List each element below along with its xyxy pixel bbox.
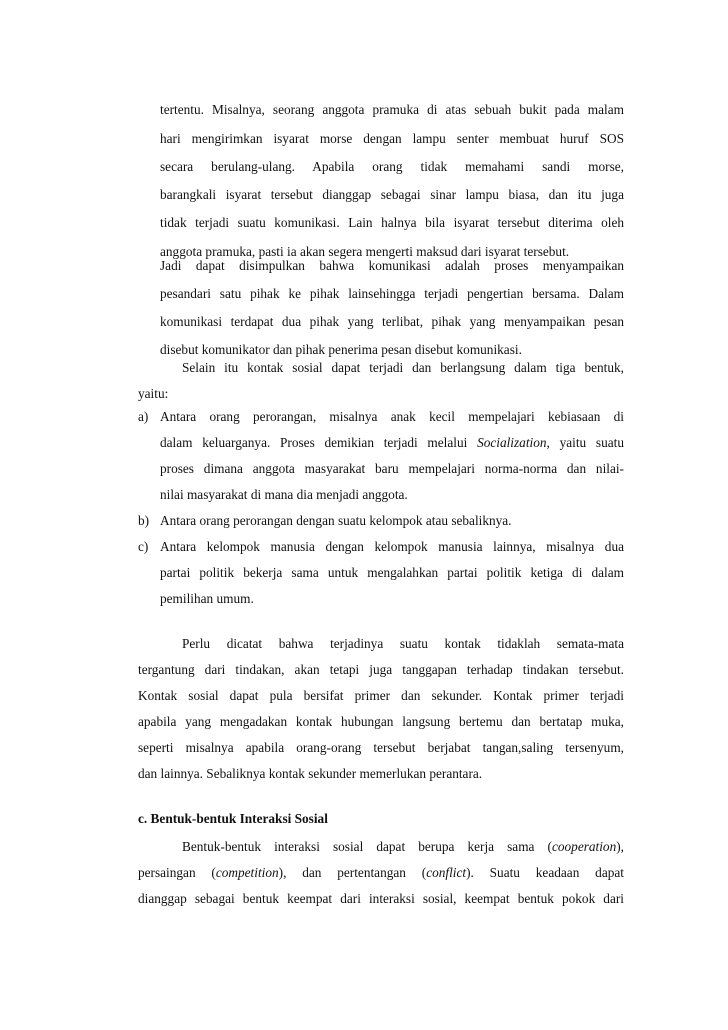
text-line: secara berulang-ulang. Apabila orang tidak memahami sandi morse, — [160, 159, 624, 174]
list-item-text: nilai masyarakat di mana dia menjadi anggota. — [160, 487, 408, 502]
list-item-text — [160, 435, 624, 451]
text-line: Perlu dicatat bahwa terjadinya suatu kontak tidaklah semata-mata — [182, 636, 624, 651]
list-item-text: proses dimana anggota masyarakat baru mempelajari norma-norma dan nilai- — [160, 461, 624, 476]
list-item-text: Antara kelompok manusia dengan kelompok manusia lainnya, misalnya dua — [160, 539, 624, 554]
list-marker: c) — [138, 539, 149, 554]
text-run: ), — [616, 839, 624, 854]
list-item-text: pemilihan umum. — [160, 591, 254, 606]
text-line: Kontak sosial dapat pula bersifat primer dan sekunder. Kontak primer terjadi — [138, 688, 624, 703]
list-item-text: Antara orang perorangan dengan suatu kelompok atau sebaliknya. — [160, 513, 512, 528]
text-line: komunikasi terdapat dua pihak yang terlibat, pihak yang menyampaikan pesan — [160, 314, 624, 329]
text-line — [138, 865, 624, 881]
text-run: Bentuk-bentuk interaksi sosial dapat berupa kerja sama ( — [182, 839, 552, 854]
list-item-text: partai politik bekerja sama untuk mengalahkan partai politik ketiga di dalam — [160, 565, 624, 580]
text-line: seperti misalnya apabila orang-orang tersebut berjabat tangan,saling tersenyum, — [138, 740, 624, 755]
text-run: dalam keluarganya. Proses demikian terjadi melalui — [160, 435, 478, 450]
text-run: , yaitu suatu — [546, 435, 624, 450]
text-line: anggota pramuka, pasti ia akan segera mengerti maksud dari isyarat tersebut. — [160, 244, 570, 259]
italic-term: cooperation — [551, 839, 617, 854]
text-line: hari mengirimkan isyarat morse dengan lampu senter membuat huruf SOS — [160, 131, 624, 146]
text-line: tertentu. Misalnya, seorang anggota pramuka di atas sebuah bukit pada malam — [160, 102, 624, 117]
text-line: apabila yang mengadakan kontak hubungan langsung bertemu dan bertatap muka, — [138, 714, 624, 729]
text-line: Selain itu kontak sosial dapat terjadi dan berlangsung dalam tiga bentuk, — [182, 360, 624, 375]
list-marker: b) — [138, 513, 150, 528]
text-run: ). Suatu keadaan dapat — [466, 865, 624, 880]
italic-term: conflict — [426, 865, 467, 880]
text-run: ), dan pertentangan ( — [278, 865, 427, 880]
italic-term: competition — [215, 865, 279, 880]
text-line: yaitu: — [138, 386, 169, 401]
text-line — [182, 839, 624, 855]
text-line: tidak terjadi suatu komunikasi. Lain halnya bila isyarat tersebut diterima oleh — [160, 215, 624, 230]
text-line: pesandari satu pihak ke pihak lainsehingga terjadi pengertian bersama. Dalam — [160, 286, 624, 301]
text-line: barangkali isyarat tersebut dianggap sebagai sinar lampu biasa, dan itu juga — [160, 187, 624, 202]
text-line: Jadi dapat disimpulkan bahwa komunikasi adalah proses menyampaikan — [160, 258, 624, 273]
text-line: dan lainnya. Sebaliknya kontak sekunder memerlukan perantara. — [138, 766, 483, 781]
text-run: persaingan ( — [138, 865, 216, 880]
italic-term: Socialization — [477, 435, 547, 450]
list-marker: a) — [138, 409, 149, 424]
text-line: tergantung dari tindakan, akan tetapi juga tanggapan terhadap tindakan tersebut. — [138, 662, 624, 677]
text-line: disebut komunikator dan pihak penerima pesan disebut komunikasi. — [160, 342, 522, 357]
list-item-text: Antara orang perorangan, misalnya anak kecil mempelajari kebiasaan di — [160, 409, 624, 424]
text-line: dianggap sebagai bentuk keempat dari interaksi sosial, keempat bentuk pokok dari — [138, 891, 624, 906]
section-heading: c. Bentuk-bentuk Interaksi Sosial — [138, 811, 328, 826]
